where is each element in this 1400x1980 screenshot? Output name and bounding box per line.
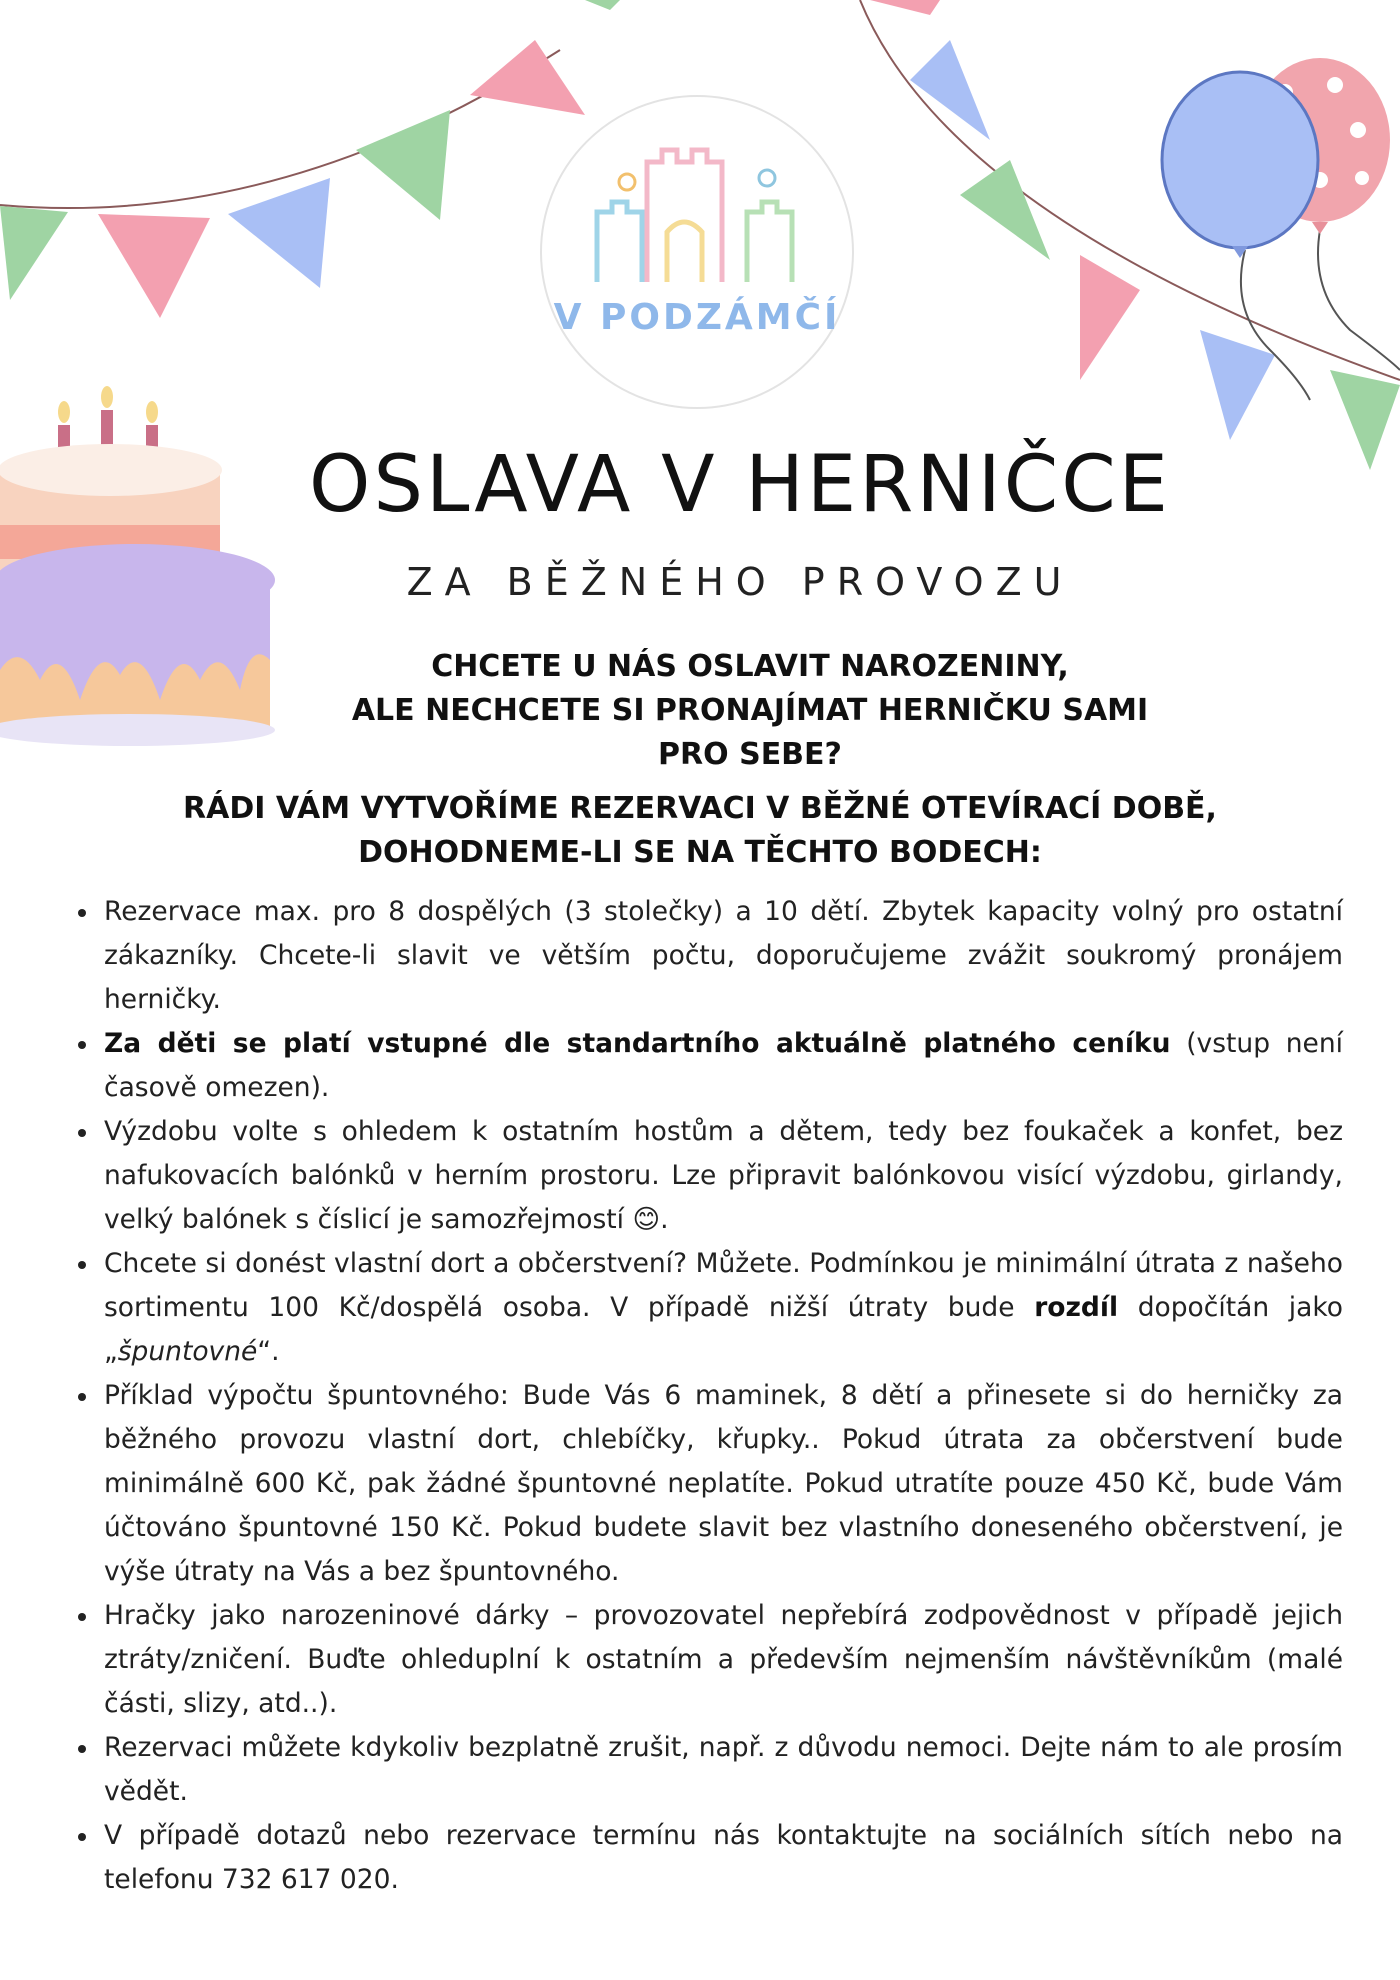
rule-text: Příklad výpočtu špuntovného: Bude Vás 6 maminek, 8 dětí a přinesete si do herničky za běžného provozu vlastní dort, chlebíčky, křupky.. Pokud útrata za občerstvení bude minimálně 600 Kč, pak žádné špuntovné neplatíte. Pokud utratíte pouze 450 Kč, bude Vám účtováno špuntovné 150 Kč. Pokud budete slavit bez vlastního doneseného občerstvení, je výše útraty na Vás a bez špuntovného.	[104, 1380, 1343, 1587]
list-item	[78, 1374, 1343, 1594]
balloons-icon	[1162, 58, 1400, 400]
rule-text: Rezervaci můžete kdykoliv bezplatně zrušit, např. z důvodu nemoci. Dejte nám to ale prosím vědět.	[104, 1732, 1343, 1807]
list-item	[78, 1594, 1343, 1726]
bunting-icon	[0, 0, 620, 318]
intro-offer	[90, 787, 1310, 875]
list-item	[78, 890, 1343, 1022]
rule-text: dopočítán jako „	[104, 1292, 1343, 1367]
rule-italic-text: špuntovné	[117, 1336, 258, 1367]
rule-text: Chcete si donést vlastní dort a občerstvení? Můžete. Podmínkou je minimální útrata z našeho sortimentu 100 Kč/dospělá osoba. V případě nižší útraty bude	[104, 1248, 1343, 1323]
intro-line: PRO SEBE?	[658, 737, 842, 772]
logo	[540, 95, 854, 409]
intro-line: CHCETE U NÁS OSLAVIT NAROZENINY,	[431, 649, 1069, 684]
page-title: OSLAVA V HERNIČCE	[309, 440, 1171, 530]
rule-text: V případě dotazů nebo rezervace termínu nás kontaktujte na sociálních sítích nebo na telefonu 732 617 020.	[104, 1820, 1343, 1895]
rule-bold-text: rozdíl	[1034, 1292, 1119, 1323]
castle-logo-icon	[587, 142, 807, 292]
list-item	[78, 1110, 1343, 1242]
list-item	[78, 1814, 1343, 1902]
page-subtitle: ZA BĚŽNÉHO PROVOZU	[406, 560, 1074, 604]
list-item	[78, 1726, 1343, 1814]
offer-line: DOHODNEME-LI SE NA TĚCHTO BODECH:	[358, 835, 1042, 870]
rule-text: Rezervace max. pro 8 dospělých (3 stolečky) a 10 dětí. Zbytek kapacity volný pro ostatní zákazníky. Chcete-li slavit ve větším počtu, doporučujeme zvážit soukromý pronájem herničky.	[104, 896, 1343, 1015]
list-item	[78, 1022, 1343, 1110]
rule-bold-text: Za děti se platí vstupné dle standartního aktuálně platného ceníku	[104, 1028, 1171, 1059]
logo-text: V PODZÁMČÍ	[553, 297, 841, 338]
rules-list	[78, 890, 1343, 1902]
rule-text: Hračky jako narozeninové dárky – provozovatel nepřebírá zodpovědnost v případě jejich ztráty/zničení. Buďte ohleduplní k ostatním a především nejmenším návštěvníkům (malé části, slizy, atd..).	[104, 1600, 1343, 1719]
intro-line: ALE NECHCETE SI PRONAJÍMAT HERNIČKU SAMI	[351, 693, 1149, 728]
rule-text: (vstup není časově omezen).	[104, 1028, 1343, 1103]
rule-text: Výzdobu volte s ohledem k ostatním hostům a dětem, tedy bez foukaček a konfet, bez nafukovacích balónků v herním prostoru. Lze připravit balónkovou visící výzdobu, girlandy, velký balónek s číslicí je samozřejmostí 😊.	[104, 1116, 1343, 1235]
offer-line: RÁDI VÁM VYTVOŘÍME REZERVACI V BĚŽNÉ OTEVÍRACÍ DOBĚ,	[183, 791, 1217, 826]
list-item	[78, 1242, 1343, 1374]
rule-text: “.	[257, 1336, 280, 1367]
intro-question	[200, 645, 1300, 777]
